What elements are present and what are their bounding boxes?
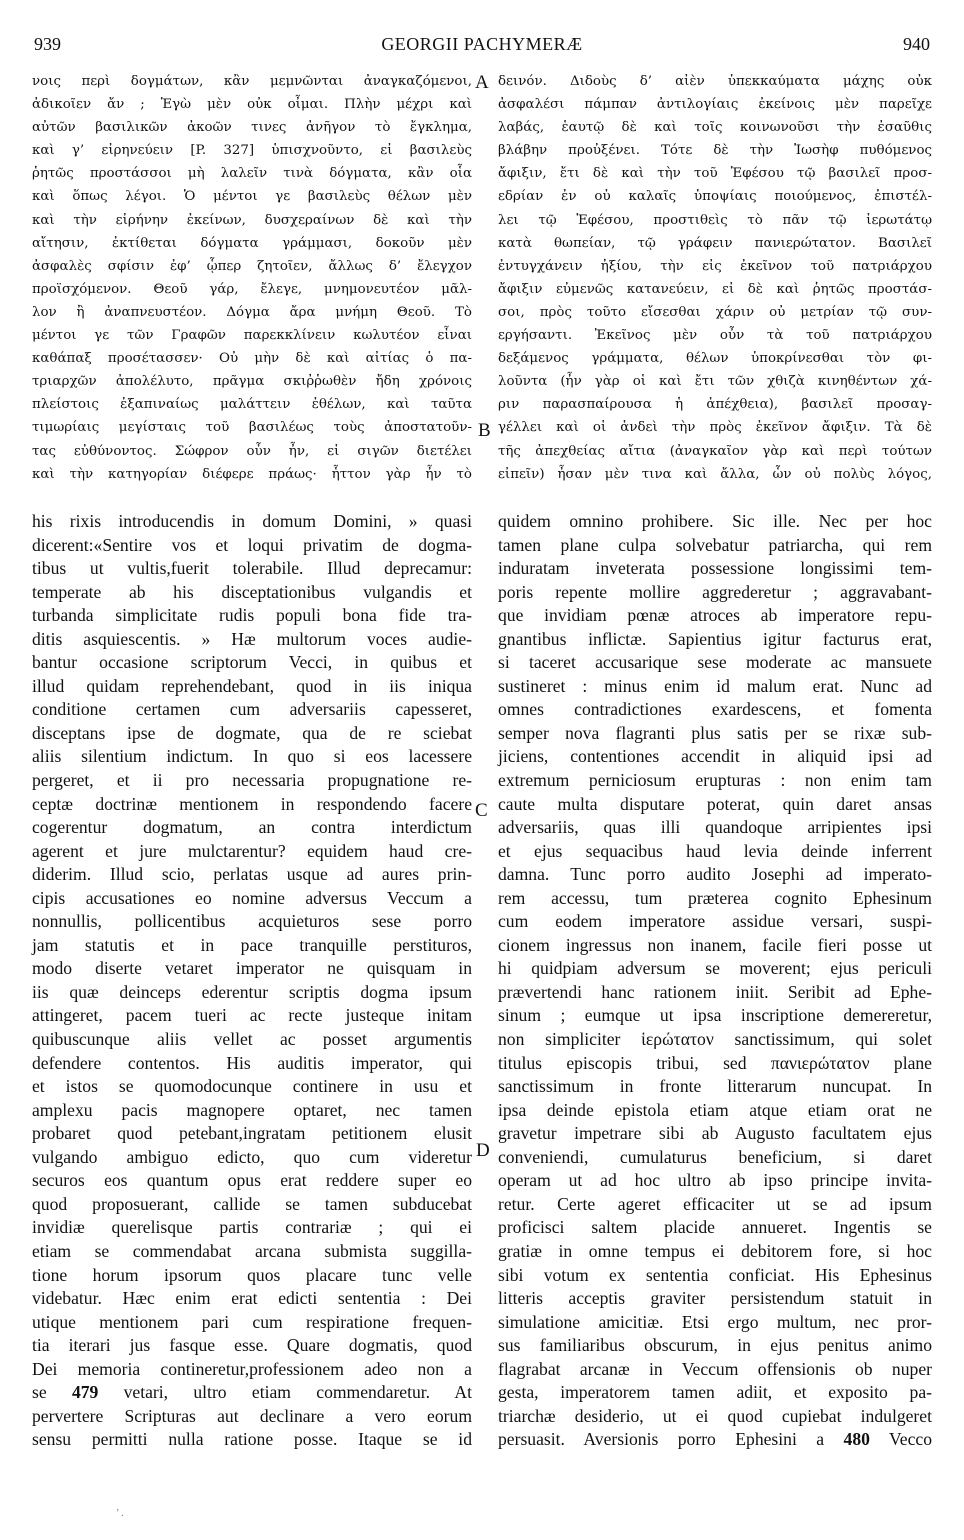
text-line: triarchæ desiderio, ut ei quod cupiebat indulgeret <box>498 1405 932 1426</box>
text-line: ἐντυγχάνειν ἠξίου, τὴν εἰς ἐκεῖνον τοῦ πατριάρχου <box>498 258 932 274</box>
text-line: poris repente mollire aggrederetur ; aggravabant- <box>498 581 932 602</box>
text-line: utique mentionem pari cum respiratione frequen- <box>32 1311 472 1332</box>
text-line: πλείστοις ἐξαπιναίως μαλάττειν ἐθέλων, καὶ ταῦτα <box>32 397 472 413</box>
text-line: conveniendi, cumulaturus beneficium, si daret <box>498 1146 932 1167</box>
text-line: τῆς ἀπεχθείας αἴτια (ἀναγκαῖον γὰρ καὶ περὶ τούτων <box>498 443 932 459</box>
text-line: εργήσαντι. Ἐκεῖνος μὲν οὖν τὰ τοῦ πατριάρχου <box>498 328 932 344</box>
margin-marker-c: C <box>475 800 488 821</box>
text-line: damna. Tunc porro audito Josephi ad imperato- <box>498 864 932 885</box>
text-line: operam ut ad hoc ultro ab ipso principe invita- <box>498 1170 932 1191</box>
text-line: καθάπαξ προσέτασσεν· Οὐ μὴν δὲ καὶ αἰτίας ὁ πα- <box>32 351 472 367</box>
text-line: ριν παρασπαίρουσα ἡ ἀπέχθεια), βασιλεῖ προσαγ- <box>498 397 932 413</box>
text-line: λει τῷ Ἐφέσου, προστιθεὶς τὸ πᾶν τῷ ἱερωτάτῳ <box>498 212 932 228</box>
margin-marker-b: B <box>478 420 491 441</box>
text-line: καὶ ὅπως λέγοι. Ὁ μέντοι γε βασιλεὺς θέλων μὲν <box>32 189 472 205</box>
text-line: δεινόν. Διδοὺς δ’ αἰὲν ὑπεκκαύματα μάχης οὐκ <box>498 74 932 89</box>
text-line: λον ἢ ἀναπνευστέον. Δόγμα ἄρα μνήμη Θεοῦ. Τὸ <box>32 304 472 320</box>
text-line: ἀσφαλέσι πάμπαν ἀντιλογίαις ἐκείνοις μὲν παρεῖχε <box>498 97 932 113</box>
text-line: sibi votum ex sententia conficiat. His Ephesinus <box>498 1264 932 1285</box>
text-line: κατὰ θωπείαν, τῷ γράφειν πανιερώτατον. Βασιλεῖ <box>498 235 932 251</box>
text-line: temperate ab his disceptationibus vulgandis et <box>32 581 472 602</box>
greek-column-left <box>32 70 472 486</box>
text-line: hi quidpiam adversum se moverent; ejus periculi <box>498 958 932 979</box>
text-line: προϊσχόμενον. Θεοῦ γάρ, ἔλεγε, μνημονευτέον μᾶλ- <box>32 281 472 297</box>
text-line: dicerent:«Sentire vos et loqui privatim de dogma- <box>32 534 472 555</box>
text-line: sinum ; eumque ut ipsa inscriptione demereretur, <box>498 1005 932 1026</box>
text-line: non simpliciter ἱερώτατον sanctissimum, qui solet <box>498 1029 932 1050</box>
page-header <box>34 34 930 58</box>
text-line: pergeret, et ii pro necessaria propugnatione re- <box>32 770 472 791</box>
text-line: cipis accusationes eo nomine adversus Veccum a <box>32 887 472 908</box>
text-line: τας εὐθύνοντος. Σώφρον οὖν ἦν, εἰ σιγῶν διετέλει <box>32 443 472 459</box>
greek-column-right <box>498 70 932 486</box>
text-line: εδρίαν ἐν οὐ καλαῖς ὑποψίαις ποιούμενος, ἐπιστέλ- <box>498 189 932 205</box>
text-line: extremum perniciosum erupturas : non enim tam <box>498 770 932 791</box>
text-line: tia iterari jus fasque esse. Quare dogmatis, quod <box>32 1335 472 1356</box>
text-line: amplexu pacis magnopere optaret, nec tamen <box>32 1099 472 1120</box>
text-line: καὶ τὴν εἰρήνην ἐκείνων, δυσχεραίνων δὲ καὶ τὴν <box>32 212 472 228</box>
text-line: retur. Certe ageret efficaciter ut se ad ipsum <box>498 1193 932 1214</box>
text-line: ditis asquiescentis. » Hæ multorum voces audie- <box>32 628 472 649</box>
text-line: ἄφιξιν εὐμενῶς κατανεύειν, εἰ δὲ καὶ ῥητῶς προστάσ- <box>498 281 932 297</box>
text-line: γέλλει καὶ οἱ ἀνδεὶ τὴν πρὸς ἐκεῖνον ἄφιξιν. Τὰ δὲ <box>498 420 932 436</box>
text-line: rem accessu, tum præterea cognito Ephesinum <box>498 887 932 908</box>
text-line: invidiæ querelisque partis contrariæ ; qui ei <box>32 1217 472 1238</box>
text-line: turbanda simplicitate rudis populi bona fide tra- <box>32 605 472 626</box>
page-number-left: 939 <box>34 34 61 54</box>
text-line: vulgando ambiguo edicto, quo cum videretur <box>32 1146 472 1167</box>
running-title: GEORGII PACHYMERÆ <box>381 34 583 54</box>
text-line: Dei memoria contineretur,professionem adeo non a <box>32 1358 472 1379</box>
text-line: τιμωρίαις μεγίσταις τοῦ βασιλέως τοὺς ἀποστατοῦν- <box>32 420 472 436</box>
text-line: quibuscunque aliis vellet ac posset argumentis <box>32 1029 472 1050</box>
column-number: 480 <box>843 1429 870 1450</box>
latin-column-left <box>32 510 472 1452</box>
text-line: tibus ut vultis,fuerit tolerabile. Illud deprecamur: <box>32 558 472 579</box>
text-line: tamen plane culpa solvebatur patriarcha, qui rem <box>498 534 932 555</box>
text-line: cum eodem imperatore assidue versari, suspi- <box>498 911 932 932</box>
text-line: pervertere Scripturas aut declinare a vero eorum <box>32 1405 472 1426</box>
text-line: modo diserte vetaret imperator ne quisquam in <box>32 958 472 979</box>
text-line: etiam se commendabat arcana submista suggilla- <box>32 1240 472 1261</box>
text-line: defendere contentos. His auditis imperator, qui <box>32 1052 472 1073</box>
text-line: persuasit. Aversionis porro Ephesini a 480 Vecco <box>498 1429 933 1450</box>
text-line: videbatur. Hæc enim erat edicti sententia : Dei <box>32 1288 472 1309</box>
text-line: τριαρχῶν ἀπολέλυτο, πρᾶγμα σκιῤῥωθὲν ἤδη χρόνοις <box>32 374 472 390</box>
text-line: induratam inveterata possessione longissimi tem- <box>498 558 932 579</box>
margin-marker-a: A <box>475 72 489 93</box>
page-number-right: 940 <box>903 34 930 54</box>
text-line: καὶ γ’ εἰρηνεύειν [P. 327] ὑπισχνοῦντο, εἰ βασιλεὺς <box>32 143 472 159</box>
text-line: disceptans ipse de dogmate, qua de re sciebat <box>32 722 472 743</box>
margin-marker-d: D <box>476 1140 490 1161</box>
text-line: δεξάμενος γράμματα, θέλων ὑποκρίνεσθαι τὸν φι- <box>498 351 932 367</box>
text-line: ipsa deinde epistola etiam atque etiam orat ne <box>498 1099 932 1120</box>
text-line: gesta, imperatorem tamen adiit, et exposito pa- <box>498 1382 932 1403</box>
text-line: si taceret accusarique sese moderate ac mansuete <box>498 652 932 673</box>
text-line: ἀσφαλὲς σφίσιν ἐφ’ ᾧπερ ζητοῖεν, ἄλλως δ’ ἔλεγχον <box>32 258 472 274</box>
text-line: et istos se quomodocunque continere in usu et <box>32 1076 472 1097</box>
column-number: 479 <box>71 1382 99 1403</box>
text-line: quidem omnino prohibere. Sic ille. Nec per hoc <box>498 511 932 531</box>
text-line: cionem ingressus non inanem, facile fieri posse ut <box>498 934 932 955</box>
text-line: αἴτησιν, ἐκτίθεται δόγματα γράμμασι, δοκοῦν μὲν <box>32 235 472 251</box>
text-line: probaret quod petebant,ingratam petitionem elusit <box>32 1123 472 1144</box>
text-line: μέντοι γε τῶν Γραφῶν παρεκκλίνειν κωλυτέον εἶναι <box>32 328 472 344</box>
text-line: diderim. Illud scio, perlatas usque ad aures prin- <box>32 864 472 885</box>
text-line: simulatione amicitiæ. Etsi ergo multum, nec pror- <box>498 1311 932 1332</box>
text-line: quod proposuerant, callide se tamen subducebat <box>32 1193 472 1214</box>
text-line: et ejus sequacibus haud levia deinde inferrent <box>498 840 932 861</box>
text-line: cogerentur dogmatum, an contra interdictum <box>32 817 472 838</box>
text-line: αὐτῶν βασιλικῶν ἀκοῶν τινες ἀνῆγον τὸ ἔγκλημα, <box>32 120 472 136</box>
text-line: bantur occasione scriptorum Vecci, in quibus et <box>32 652 472 673</box>
text-line: proficisci saltem placide annueret. Ingentis se <box>498 1217 932 1238</box>
text-line: ῥητῶς προστάσσοι μὴ λαλεῖν τινὰ δόγματα, κἂν οἷα <box>32 166 472 182</box>
text-line: prævertendi hanc rationem iniit. Seribit ad Ephe- <box>498 981 932 1002</box>
text-line: illud quidam reprehendebant, quod in iis iniqua <box>32 675 472 696</box>
text-line: gravetur impetrare sibi ab Augusto facultatem ejus <box>498 1123 932 1144</box>
text-line: ἄφιξιν, ἔτι δὲ καὶ τὴν τοῦ Ἐφέσου τῷ βασιλεῖ προσ- <box>498 166 932 182</box>
text-line: omnes contradictiones exardescens, et fomenta <box>498 699 932 720</box>
text-line: ceptæ doctrinæ mentionem in respondendo facere <box>32 793 472 814</box>
text-line: caute multa disputare poterat, quin daret ansas <box>498 793 932 814</box>
text-line: gratiæ in omne tempus ei debitorem fore, si hoc <box>498 1240 932 1261</box>
text-line: ἀδικοῖεν ἄν ; Ἐγὼ μὲν οὐκ οἶμαι. Πλὴν μέχρι καὶ <box>32 97 472 113</box>
text-line: sus familiaribus obscurum, in ejus penitus animo <box>498 1335 932 1356</box>
latin-column-right <box>498 510 932 1452</box>
text-line: semper nova flagranti plus satis per se rixæ sub- <box>498 722 932 743</box>
ink-smudge: ’ . <box>116 1508 124 1519</box>
text-line: jam statutis et in pace tranquille perstituros, <box>32 934 472 955</box>
text-line: sustineret : minus enim id malum erat. Nunc ad <box>498 675 932 696</box>
text-line: his rixis introducendis in domum Domini, » quasi <box>32 511 472 531</box>
text-line: gnantibus inflictæ. Sapientius igitur facturus erat, <box>498 628 932 649</box>
text-line: sensu permitti nulla ratione posse. Itaque se id <box>32 1429 472 1450</box>
text-line: jiciens, contentiones accendit in aliquid ipsi ad <box>498 746 932 767</box>
text-line: que invidiam pœnæ atroces ab imperatore repu- <box>498 605 932 626</box>
text-line: flagrabat arcanæ in Veccum offensionis ob nuper <box>498 1358 932 1379</box>
text-line: λοῦντα (ἦν γὰρ οἱ καὶ ἔτι τῶν χθιζὰ κινηθέντων χά- <box>498 374 932 390</box>
text-line: iis quæ deinceps ederentur scriptis dogma ipsum <box>32 981 472 1002</box>
text-line: νοις περὶ δογμάτων, κἂν μεμνῶνται ἀναγκαζόμενοι, <box>32 74 472 89</box>
text-line: adversariis, quas illi quandoque arripientes ipsi <box>498 817 932 838</box>
text-line: securos eos quantum opus erat reddere super eo <box>32 1170 472 1191</box>
text-line: tione horum ipsorum quos placare tunc velle <box>32 1264 472 1285</box>
text-line: βλάβην προὐξένει. Τότε δὲ τὴν Ἰωσὴφ πυθόμενος <box>498 143 932 159</box>
text-line: λαβάς, ἑαυτῷ δὲ καὶ τοῖς κοινωνοῦσι τὴν ἐσαῦθις <box>498 120 932 136</box>
text-line: καὶ τὴν κατηγορίαν διέφερε πράως· ἧττον γὰρ ἦν τὸ <box>32 466 472 482</box>
text-line: σοι, πρὸς τοῦτο εἴσεσθαι χάριν οὐ μετρίαν τῷ συν- <box>498 304 932 320</box>
text-line: litteris acceptis graviter persistendum statuit in <box>498 1288 932 1309</box>
text-line: titulus episcopis tribui, sed πανιερώτατον plane <box>498 1052 932 1073</box>
text-line: sanctissimum in fronte litterarum nuncupat. In <box>498 1076 932 1097</box>
text-line: se 479 vetari, ultro etiam commendaretur. At <box>32 1382 472 1403</box>
text-line: conditione certamen cum adversariis capesseret, <box>32 699 472 720</box>
text-line: attingeret, pacem tueri ac recte justeque initam <box>32 1005 472 1026</box>
text-line: agerent et jure mulctarentur? equidem haud cre- <box>32 840 472 861</box>
text-line: εἰπεῖν) ἦσαν μὲν τινα καὶ ἄλλα, ὧν οὐ πολὺς λόγος, <box>498 466 932 482</box>
text-line: aliis silentium indictum. In quo si eos lacessere <box>32 746 472 767</box>
text-line: nonnullis, pollicentibus acquieturos sese porro <box>32 911 472 932</box>
